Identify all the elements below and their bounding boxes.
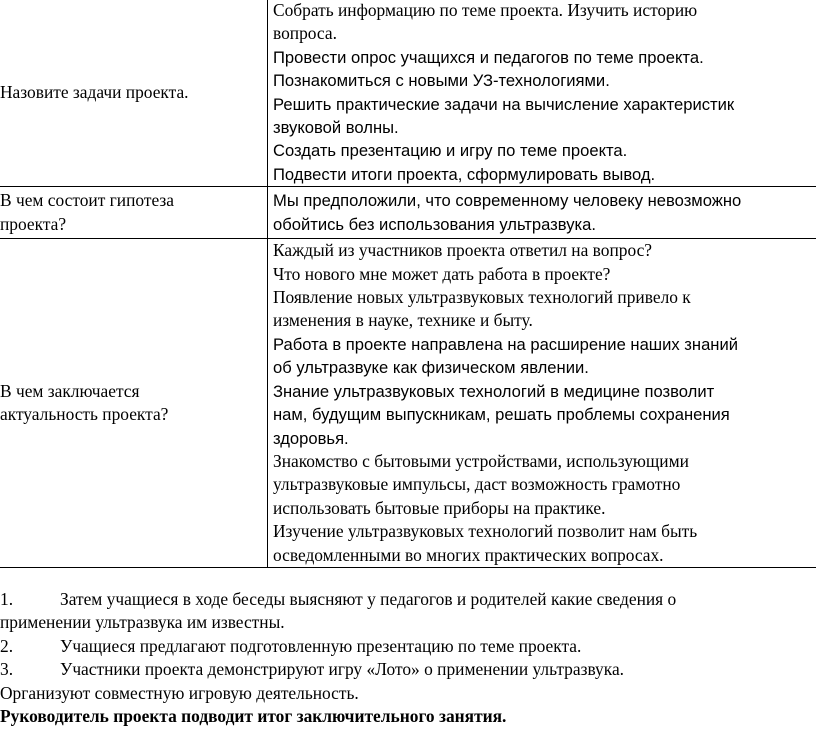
question-cell: [0, 239, 268, 568]
answer-line: ультразвуковые импульсы, даст возможность грамотно: [273, 474, 681, 495]
answer-line: звуковой волны.: [273, 118, 399, 138]
list-number: 2.: [0, 635, 14, 656]
answer-line: Что нового мне может дать работа в проекте?: [273, 263, 611, 284]
answer-line: здоровья.: [273, 428, 349, 448]
answer-line: Собрать информацию по теме проекта. Изучить историю: [273, 0, 698, 20]
list-item-continuation: применении ультразвука им известны.: [0, 612, 285, 633]
question-cell: [0, 0, 268, 187]
answer-line: Решить практические задачи на вычисление характеристик: [273, 94, 735, 114]
answer-line: Подвести итоги проекта, сформулировать вывод.: [273, 164, 656, 184]
answer-line: Каждый из участников проекта ответил на вопрос?: [273, 240, 653, 261]
answer-line: вопроса.: [273, 23, 337, 44]
paragraph: Организуют совместную игровую деятельность.: [0, 682, 359, 703]
answer-line: Работа в проекте направлена на расширение наших знаний: [273, 334, 738, 354]
answer-cell: [268, 0, 816, 187]
paragraph-bold: Руководитель проекта подводит итог заключительного занятия.: [0, 706, 507, 727]
answer-line: Знакомство с бытовыми устройствами, использующими: [273, 450, 689, 471]
answer-line: нам, будущим выпускникам, решать проблемы сохранения: [273, 405, 730, 425]
answer-line: изменения в науке, технике и быту.: [273, 310, 533, 331]
answer-cell: [268, 187, 816, 239]
answer-cell: [268, 239, 816, 568]
answer-line: обойтись без использования ультразвука.: [273, 214, 596, 234]
list-item: [0, 588, 816, 611]
question-text: Назовите задачи проекта.: [0, 81, 189, 102]
table-row: [0, 187, 816, 239]
table-row: [0, 239, 816, 568]
question-text: В чем заключается: [0, 380, 140, 401]
numbered-list: [0, 588, 816, 728]
list-number: 1.: [0, 589, 14, 609]
list-item: [0, 635, 816, 658]
answer-line: Создать презентацию и игру по теме проекта.: [273, 141, 628, 161]
list-number: 3.: [0, 659, 14, 680]
table-row: [0, 0, 816, 187]
question-text: В чем состоит гипотеза: [0, 190, 174, 211]
answer-line: Мы предположили, что современному человеку невозможно: [273, 191, 742, 211]
list-text: Затем учащиеся в ходе беседы выясняют у педагогов и родителей какие сведения о: [60, 589, 677, 609]
answer-line: Знание ультразвуковых технологий в медицине позволит: [273, 381, 715, 401]
list-text: Участники проекта демонстрируют игру «Лото» о применении ультразвука.: [60, 659, 625, 680]
answer-line: Познакомиться с новыми УЗ-технологиями.: [273, 71, 610, 91]
answer-line: Изучение ультразвуковых технологий позволит нам быть: [273, 521, 698, 542]
list-item: [0, 658, 816, 681]
list-text: Учащиеся предлагают подготовленную презентацию по теме проекта.: [60, 635, 582, 656]
answer-line: Появление новых ультразвуковых технологий привело к: [273, 287, 691, 308]
question-text: актуальность проекта?: [0, 404, 169, 425]
answer-line: использовать бытовые приборы на практике.: [273, 497, 606, 518]
question-text: проекта?: [0, 213, 67, 234]
answer-line: Провести опрос учащихся и педагогов по теме проекта.: [273, 47, 704, 67]
question-cell: [0, 187, 268, 239]
answer-line: осведомленными во многих практических вопросах.: [273, 544, 664, 565]
answer-line: об ультразвуке как физическом явлении.: [273, 358, 589, 378]
